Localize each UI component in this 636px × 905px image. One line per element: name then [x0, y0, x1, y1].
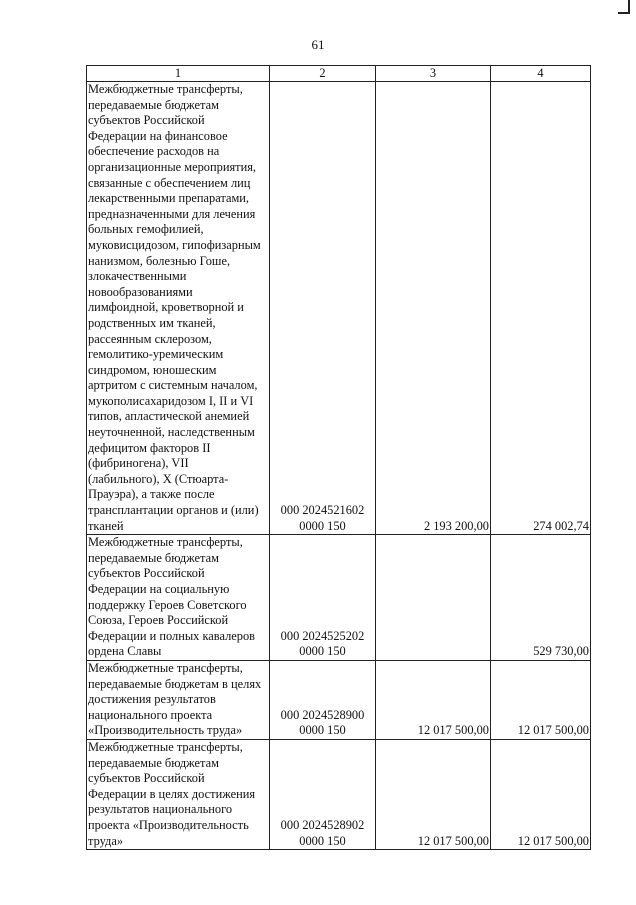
- row-budget-code: 000 2024528902 0000 150: [270, 739, 376, 849]
- row-amount-col4: 274 002,74: [491, 82, 591, 535]
- column-header-1: 1: [87, 66, 270, 82]
- row-description: Межбюджетные трансферты, передаваемые бюджетам в целях достижения результатов национального проекта «Производительность труда»: [87, 660, 270, 739]
- table-row: [87, 535, 591, 661]
- budget-table: [86, 65, 591, 850]
- row-description: Межбюджетные трансферты, передаваемые бюджетам субъектов Российской Федерации на социальную поддержку Героев Советского Союза, Героев Российской Федерации и полных кавалеров ордена Славы: [87, 535, 270, 661]
- row-description: Межбюджетные трансферты, передаваемые бюджетам субъектов Российской Федерации в целях достижения результатов национального проекта «Производительность труда»: [87, 739, 270, 849]
- table-header-row: [87, 66, 591, 82]
- row-amount-col4: 529 730,00: [491, 535, 591, 661]
- corner-mark: [618, 0, 630, 14]
- row-amount-col3: [376, 535, 491, 661]
- row-amount-col3: 12 017 500,00: [376, 739, 491, 849]
- column-header-3: 3: [376, 66, 491, 82]
- row-amount-col4: 12 017 500,00: [491, 739, 591, 849]
- table-row: [87, 660, 591, 739]
- row-amount-col3: 2 193 200,00: [376, 82, 491, 535]
- row-budget-code: 000 2024528900 0000 150: [270, 660, 376, 739]
- row-amount-col3: 12 017 500,00: [376, 660, 491, 739]
- table-row: [87, 739, 591, 849]
- row-description: Межбюджетные трансферты, передаваемые бюджетам субъектов Российской Федерации на финансовое обеспечение расходов на организационные мероприятия, связанные с обеспечением лиц лекарственными препаратами, предназначенными для лечения больных гемофилией, муковисцидозом, гипофизарным нанизмом, болезнью Гоше, злокачественными новообразованиями лимфоидной, кроветворной и родственных им тканей, рассеянным склерозом, гемолитико-уремическим синдромом, юношеским артритом с системным началом, мукополисахаридозом I, II и VI типов, апластической анемией неуточненной, наследственным дефицитом факторов II (фибриногена), VII (лабильного), X (Стюарта- Прауэра), а также после трансплантации органов и (или) тканей: [87, 82, 270, 535]
- row-budget-code: 000 2024521602 0000 150: [270, 82, 376, 535]
- page-number: 61: [311, 37, 325, 52]
- row-budget-code: 000 2024525202 0000 150: [270, 535, 376, 661]
- row-amount-col4: 12 017 500,00: [491, 660, 591, 739]
- column-header-4: 4: [491, 66, 591, 82]
- column-header-2: 2: [270, 66, 376, 82]
- table-row: [87, 82, 591, 535]
